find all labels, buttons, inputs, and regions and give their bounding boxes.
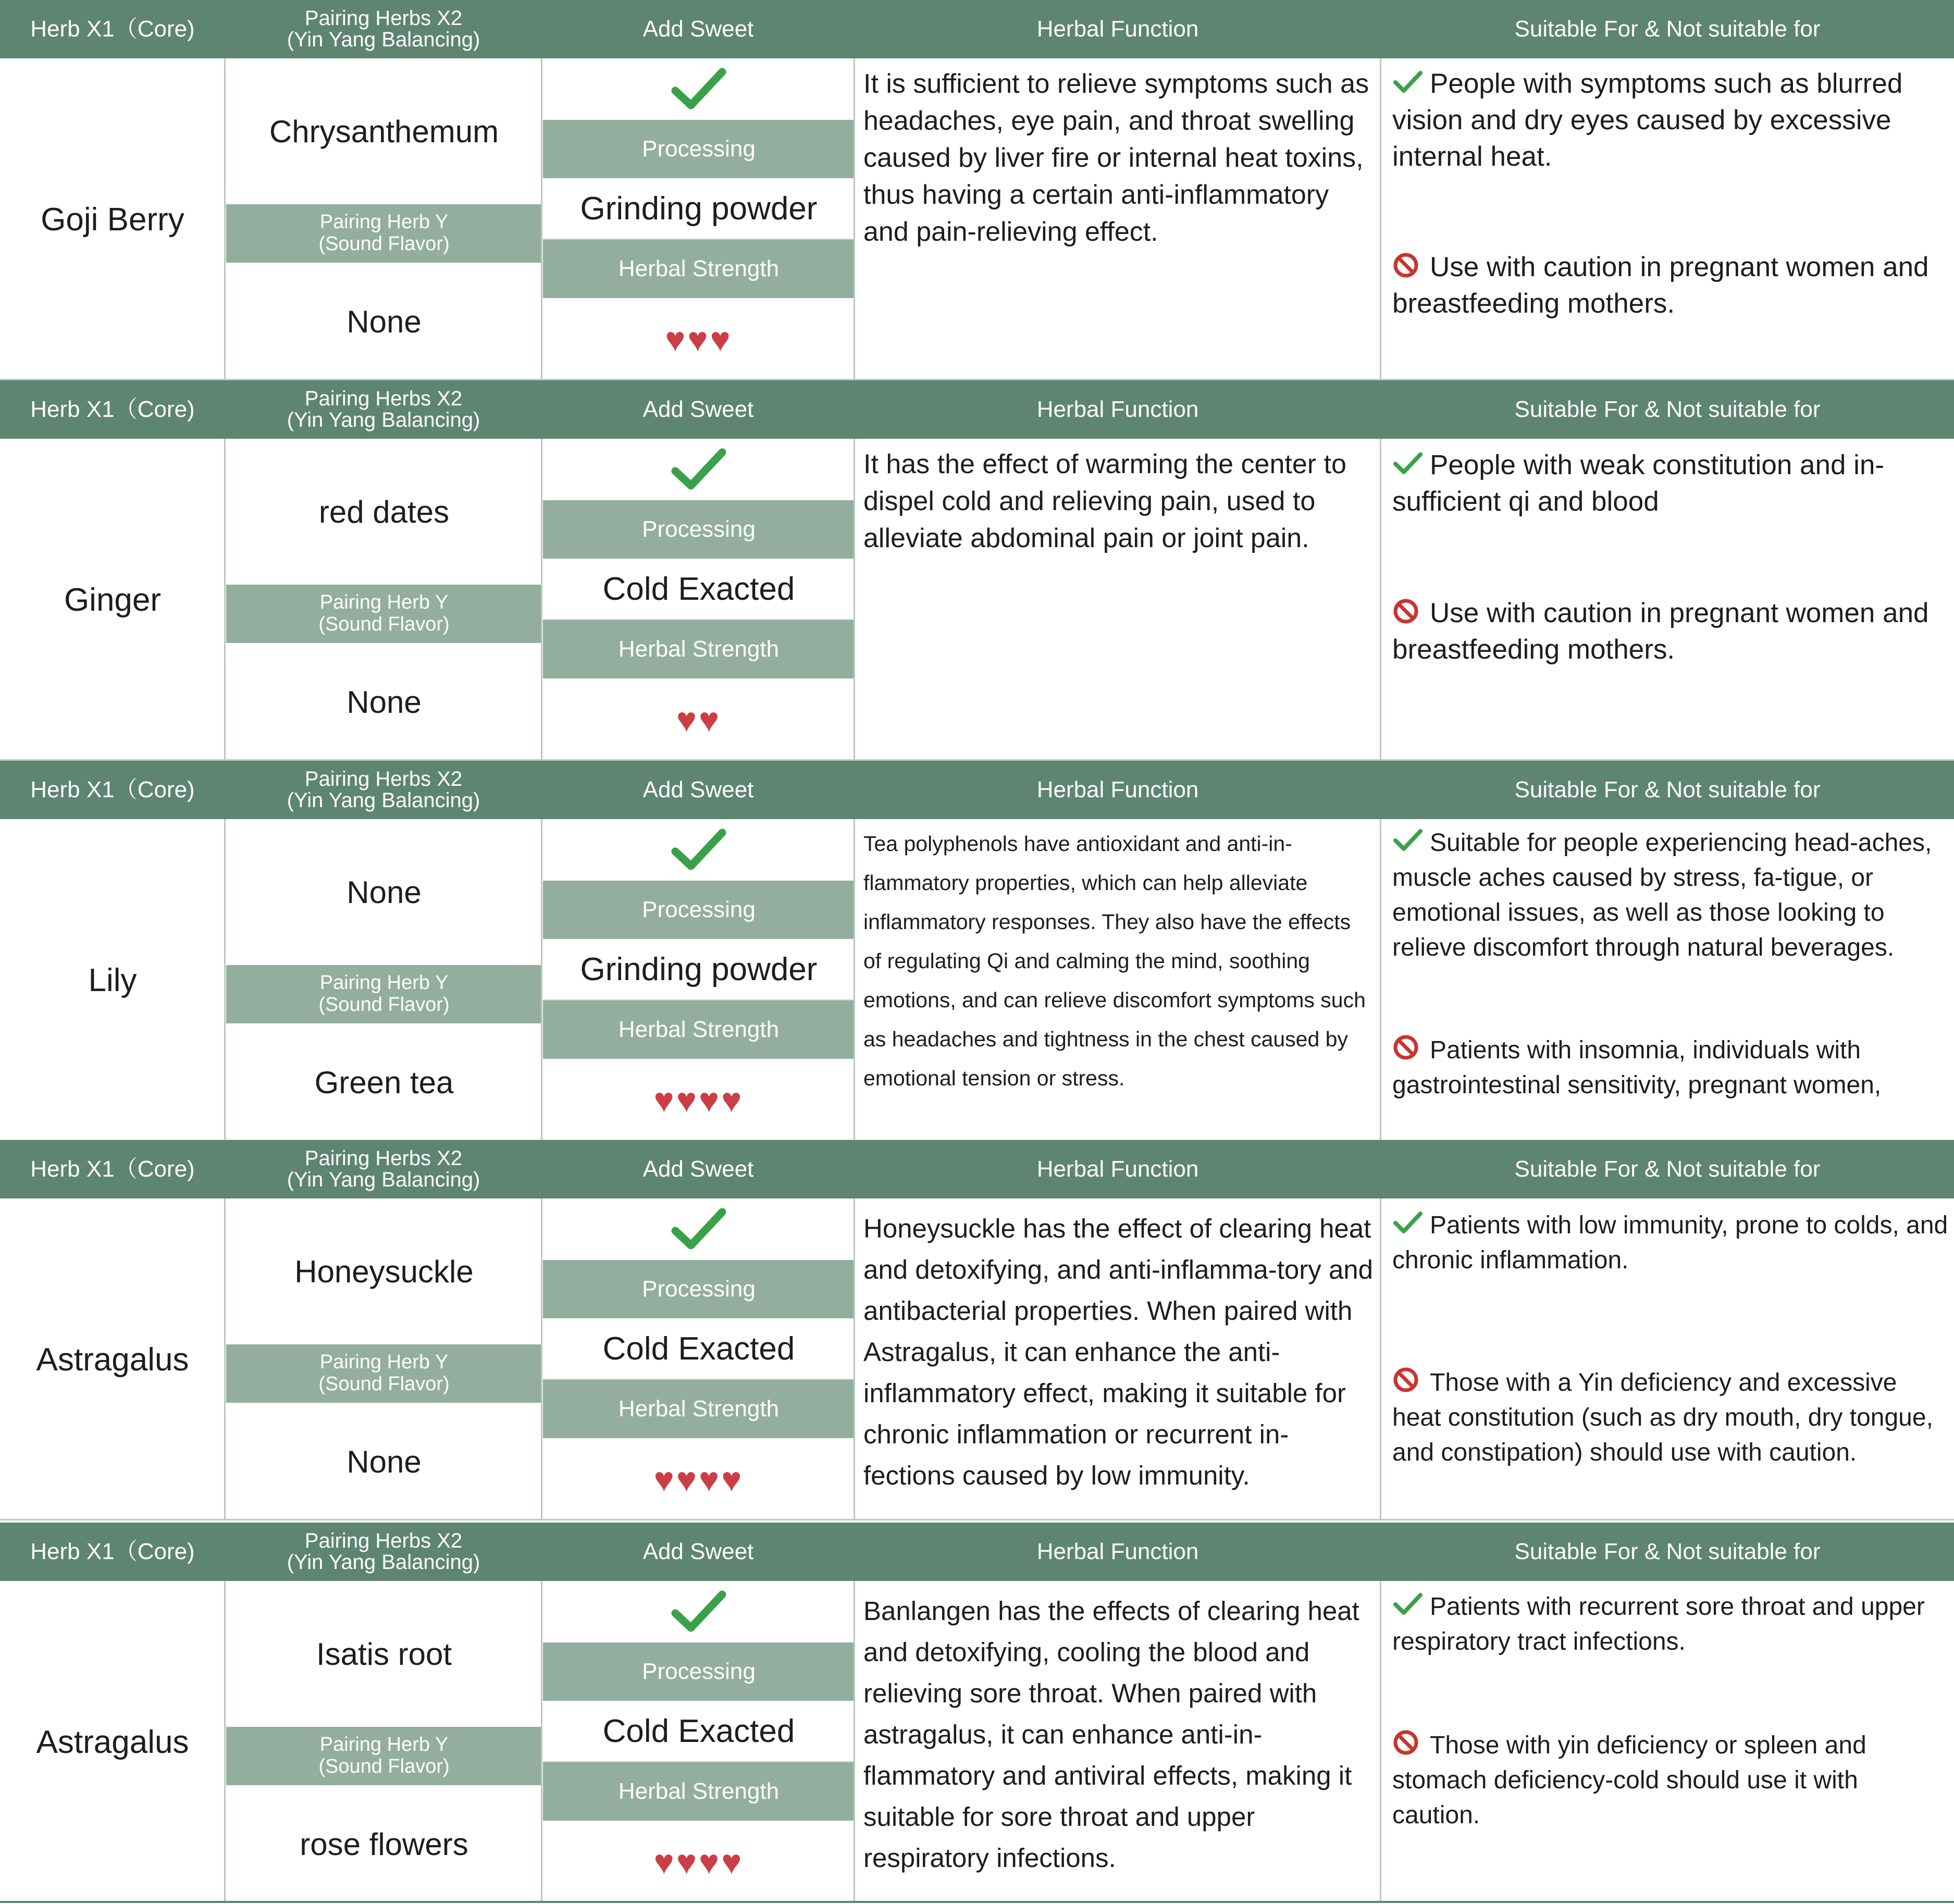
check-icon — [543, 439, 855, 500]
suitable-for — [1392, 447, 1950, 520]
header-core: Herb X1（Core) — [30, 776, 195, 802]
check-icon — [1392, 1209, 1424, 1235]
not-suitable-for — [1392, 1365, 1950, 1470]
not-suitable-text: Patients with insomnia, individuals with gastrointestinal sensitivity, pregnant women, — [1392, 1036, 1882, 1099]
pairing-herb-y-subtitle: (Sound Flavor) — [318, 994, 450, 1016]
pairing-herb-y: None — [347, 1444, 422, 1479]
col-divider — [1380, 439, 1381, 761]
pairing-herb-y-subtitle: (Sound Flavor) — [318, 233, 450, 255]
header-add-sweet: Add Sweet — [642, 396, 754, 422]
herbal-strength-hearts: ♥♥♥♥ — [653, 1460, 744, 1499]
header-suitable: Suitable For & Not suitable for — [1514, 1156, 1821, 1182]
pairing-herb-y: rose flowers — [300, 1826, 468, 1862]
herb-row — [0, 439, 1954, 761]
pairing-herb-y-label — [226, 965, 542, 1023]
pairing-herb-y-title: Pairing Herb Y — [319, 1734, 449, 1756]
pairing-herb-x2: Honeysuckle — [294, 1254, 474, 1289]
pairing-herb-y-label — [226, 1727, 542, 1785]
header-pairing-x2-title: Pairing Herbs X2 — [304, 7, 463, 30]
header-pairing-x2 — [225, 380, 542, 439]
not-suitable-for — [1392, 595, 1950, 668]
col-divider — [224, 439, 226, 761]
herbal-strength-hearts: ♥♥♥♥ — [653, 1843, 744, 1881]
col-divider — [224, 58, 226, 380]
header-pairing-x2-title: Pairing Herbs X2 — [304, 768, 463, 791]
header-suitable: Suitable For & Not suitable for — [1514, 16, 1821, 42]
header-pairing-x2-title: Pairing Herbs X2 — [304, 387, 463, 411]
herbal-function-text: It is sufficient to relieve symptoms such as headaches, eye pain, and throat swelling caused by liver fire or internal heat toxins, thus having a certain anti-inflammatory and pain-relieving effect. — [863, 69, 1369, 247]
herbal-strength-hearts: ♥♥ — [676, 700, 722, 739]
core-herb: Goji Berry — [41, 201, 184, 238]
pairing-herb-y: None — [347, 304, 422, 339]
herb-block — [0, 1140, 1954, 1522]
not-suitable-text: Those with yin deficiency or spleen and stomach deficiency-cold should use it with caution. — [1392, 1732, 1866, 1829]
pairing-herb-x2: Chrysanthemum — [269, 114, 499, 149]
pairing-herb-y-title: Pairing Herb Y — [319, 1351, 449, 1374]
processing-label: Processing — [543, 120, 855, 178]
header-herbal-function: Herbal Function — [1036, 1156, 1199, 1182]
herbal-strength-label: Herbal Strength — [543, 620, 855, 678]
col-divider — [854, 819, 855, 1141]
check-icon — [1392, 69, 1424, 95]
check-icon — [543, 1198, 855, 1260]
core-herb: Astragalus — [36, 1341, 189, 1378]
col-divider — [854, 58, 855, 380]
processing-value: Cold Exacted — [543, 559, 855, 620]
header-row — [0, 380, 1954, 439]
no-entry-icon — [1392, 1034, 1424, 1060]
processing-value: Cold Exacted — [543, 1318, 855, 1380]
header-suitable: Suitable For & Not suitable for — [1514, 1538, 1821, 1564]
not-suitable-text: Those with a Yin deficiency and excessive heat constitution (such as dry mouth, dry tongue, and constipation) should use with caution. — [1392, 1369, 1933, 1466]
processing-label: Processing — [543, 500, 855, 559]
pairing-herb-y: Green tea — [314, 1065, 454, 1100]
not-suitable-for — [1392, 1728, 1950, 1833]
header-core: Herb X1（Core) — [30, 1538, 195, 1564]
suitable-for — [1392, 825, 1950, 965]
herb-block — [0, 0, 1954, 381]
pairing-herb-y: None — [347, 684, 422, 720]
not-suitable-text: Use with caution in pregnant women and breastfeeding mothers. — [1392, 598, 1929, 665]
not-suitable-for — [1392, 249, 1950, 322]
no-entry-icon — [1392, 252, 1424, 278]
herb-block — [0, 1523, 1954, 1904]
core-herb: Astragalus — [36, 1724, 189, 1760]
herbal-strength-label: Herbal Strength — [543, 1000, 855, 1059]
header-herbal-function: Herbal Function — [1036, 776, 1199, 802]
check-icon — [1392, 1591, 1424, 1617]
herb-row — [0, 1198, 1954, 1520]
processing-label: Processing — [543, 1260, 855, 1318]
core-herb: Lily — [88, 962, 137, 998]
header-pairing-x2-subtitle: (Yin Yang Balancing) — [287, 789, 480, 812]
header-pairing-x2-title: Pairing Herbs X2 — [304, 1147, 463, 1170]
pairing-herb-y-label — [226, 1344, 542, 1403]
col-divider — [541, 439, 542, 761]
no-entry-icon — [1392, 1729, 1424, 1755]
pairing-herb-y-title: Pairing Herb Y — [319, 211, 449, 233]
herbal-strength-hearts: ♥♥♥ — [665, 320, 733, 358]
header-add-sweet: Add Sweet — [642, 1538, 754, 1564]
header-pairing-x2-subtitle: (Yin Yang Balancing) — [287, 409, 480, 431]
herb-block — [0, 380, 1954, 762]
col-divider — [541, 58, 542, 380]
table-bottom-border — [0, 1901, 1954, 1903]
herb-block — [0, 761, 1954, 1142]
pairing-herb-x2: Isatis root — [316, 1636, 452, 1672]
processing-label: Processing — [543, 1642, 855, 1701]
pairing-herb-x2: None — [347, 874, 422, 910]
check-icon — [543, 1581, 855, 1642]
suitable-for — [1392, 1208, 1950, 1278]
header-add-sweet: Add Sweet — [642, 776, 754, 802]
header-pairing-x2-subtitle: (Yin Yang Balancing) — [287, 1551, 480, 1574]
header-herbal-function: Herbal Function — [1036, 16, 1199, 42]
header-pairing-x2 — [225, 761, 542, 819]
row-divider — [0, 1519, 1954, 1520]
col-divider — [541, 1198, 542, 1520]
pairing-herb-y-title: Pairing Herb Y — [319, 591, 449, 614]
not-suitable-text: Use with caution in pregnant women and breastfeeding mothers. — [1392, 252, 1929, 319]
col-divider — [541, 819, 542, 1141]
processing-value: Grinding powder — [543, 939, 855, 1000]
pairing-herb-y-title: Pairing Herb Y — [319, 972, 449, 994]
header-pairing-x2-title: Pairing Herbs X2 — [304, 1529, 463, 1553]
suitable-text: People with symptoms such as blurred vision and dry eyes caused by excessive internal heat. — [1392, 68, 1903, 172]
header-row — [0, 1140, 1954, 1198]
herbal-strength-hearts: ♥♥♥♥ — [653, 1081, 744, 1119]
pairing-herb-y-label — [226, 585, 542, 643]
col-divider — [854, 1198, 855, 1520]
header-suitable: Suitable For & Not suitable for — [1514, 776, 1821, 802]
header-row — [0, 761, 1954, 819]
check-icon — [543, 819, 855, 881]
herbal-function-text: Tea polyphenols have antioxidant and anti-in-flammatory properties, which can help alleviate inflammatory responses. They also have the effects of regulating Qi and calming the mind, soothing emotions, and can relieve discomfort symptoms such as headaches and tightness in the chest caused by emotional tension or stress. — [863, 832, 1366, 1090]
processing-value: Grinding powder — [543, 178, 855, 240]
col-divider — [1380, 1198, 1381, 1520]
no-entry-icon — [1392, 598, 1424, 624]
pairing-herb-y-subtitle: (Sound Flavor) — [318, 1755, 450, 1777]
pairing-herb-y-subtitle: (Sound Flavor) — [318, 613, 450, 635]
processing-value: Cold Exacted — [543, 1701, 855, 1762]
suitable-text: Suitable for people experiencing head-aches, muscle aches caused by stress, fa-tigue, or emotional issues, as well as those looking to relieve discomfort through natural beverages. — [1392, 829, 1932, 961]
header-pairing-x2 — [225, 0, 542, 58]
check-icon — [1392, 827, 1424, 853]
suitable-for — [1392, 1589, 1950, 1659]
suitable-text: Patients with low immunity, prone to colds, and chronic inflammation. — [1392, 1211, 1948, 1274]
check-icon — [1392, 450, 1424, 476]
processing-label: Processing — [543, 881, 855, 939]
header-pairing-x2 — [225, 1523, 542, 1581]
herbal-function-text: Honeysuckle has the effect of clearing heat and detoxifying, and anti-inflamma-tory and antibacterial properties. When paired with Astragalus, it can enhance the anti-inflammatory effect, making it suitable for chronic inflammation or recurrent in-fections caused by low immunity. — [863, 1214, 1374, 1490]
col-divider — [1380, 819, 1381, 1141]
herbal-strength-label: Herbal Strength — [543, 1380, 855, 1438]
header-herbal-function: Herbal Function — [1036, 396, 1199, 422]
core-herb: Ginger — [64, 582, 162, 618]
header-herbal-function: Herbal Function — [1036, 1538, 1199, 1564]
herbal-function-text: Banlangen has the effects of clearing heat and detoxifying, cooling the blood and relieving sore throat. When paired with astragalus, it can enhance anti-in-flammatory and antiviral effects, making it suitable for sore throat and upper respiratory infections. — [863, 1596, 1359, 1873]
header-row — [0, 0, 1954, 58]
header-pairing-x2-subtitle: (Yin Yang Balancing) — [287, 28, 480, 51]
header-row — [0, 1523, 1954, 1581]
pairing-herb-y-label — [226, 204, 542, 263]
col-divider — [224, 1581, 226, 1903]
col-divider — [541, 1581, 542, 1903]
herbal-strength-label: Herbal Strength — [543, 240, 855, 298]
header-core: Herb X1（Core) — [30, 1156, 195, 1182]
col-divider — [854, 439, 855, 761]
not-suitable-for — [1392, 1033, 1950, 1103]
herb-row — [0, 1581, 1954, 1903]
herbal-function-text: It has the effect of warming the center to dispel cold and relieving pain, used to alleviate abdominal pain or joint pain. — [863, 449, 1346, 553]
herb-row — [0, 819, 1954, 1141]
suitable-for — [1392, 66, 1950, 175]
suitable-text: People with weak constitution and in-sufficient qi and blood — [1392, 450, 1885, 517]
header-core: Herb X1（Core) — [30, 396, 195, 422]
header-add-sweet: Add Sweet — [642, 16, 754, 42]
suitable-text: Patients with recurrent sore throat and upper respiratory tract infections. — [1392, 1593, 1925, 1655]
col-divider — [224, 819, 226, 1141]
header-pairing-x2-subtitle: (Yin Yang Balancing) — [287, 1168, 480, 1191]
header-suitable: Suitable For & Not suitable for — [1514, 396, 1821, 422]
col-divider — [1380, 1581, 1381, 1903]
pairing-herb-y-subtitle: (Sound Flavor) — [318, 1373, 450, 1395]
herb-row — [0, 58, 1954, 380]
check-icon — [543, 58, 855, 120]
pairing-herb-x2: red dates — [318, 494, 450, 529]
header-pairing-x2 — [225, 1140, 542, 1198]
herbal-strength-label: Herbal Strength — [543, 1762, 855, 1821]
header-core: Herb X1（Core) — [30, 16, 195, 42]
col-divider — [854, 1581, 855, 1903]
header-add-sweet: Add Sweet — [642, 1156, 754, 1182]
col-divider — [1380, 58, 1381, 380]
no-entry-icon — [1392, 1367, 1424, 1393]
col-divider — [224, 1198, 226, 1520]
